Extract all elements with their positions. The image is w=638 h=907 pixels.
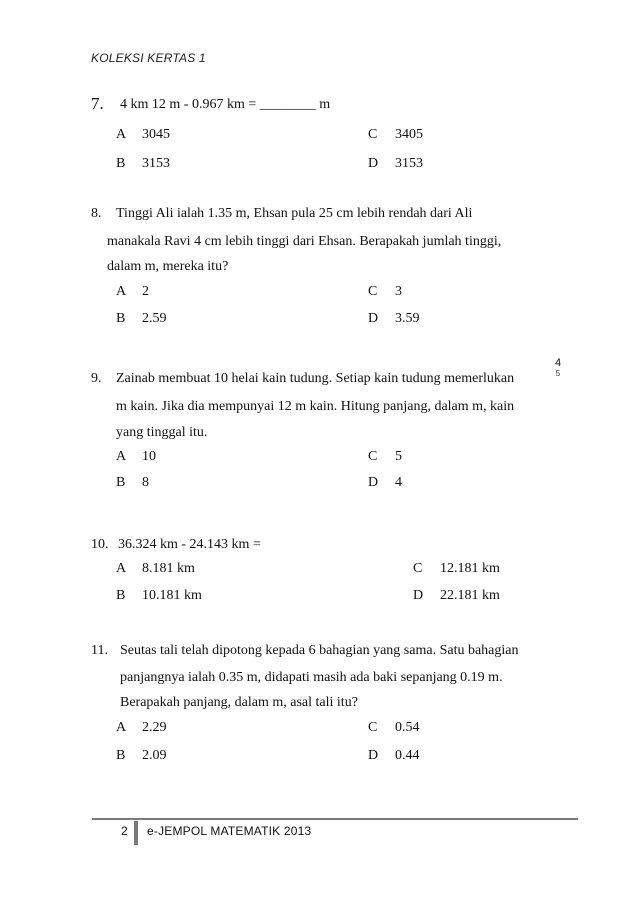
option-a: 2: [142, 284, 149, 299]
question-text-line: yang tinggal itu.: [116, 425, 208, 440]
option-a: 10: [142, 449, 156, 464]
option-b: 8: [142, 475, 149, 490]
option-letter-c: C: [368, 449, 378, 464]
option-letter-b: B: [116, 311, 126, 326]
question-text-line: Zainab membuat 10 helai kain tudung. Setiap kain tudung memerlukan: [116, 371, 515, 386]
fraction-numerator: 4: [554, 357, 562, 369]
option-d: 4: [395, 475, 402, 490]
option-d: 0.44: [395, 748, 420, 763]
option-letter-b: B: [116, 748, 126, 763]
option-letter-a: A: [116, 561, 127, 576]
page-number: 2: [121, 824, 128, 838]
option-letter-d: D: [368, 311, 379, 326]
option-a: 8.181 km: [142, 561, 195, 576]
question-number: 11.: [91, 643, 108, 658]
option-letter-b: B: [116, 475, 126, 490]
option-c: 0.54: [395, 720, 420, 735]
question-number: 10.: [91, 537, 109, 552]
option-letter-a: A: [116, 720, 127, 735]
fraction: [552, 358, 564, 378]
question-text-line: m kain. Jika dia mempunyai 12 m kain. Hitung panjang, dalam m, kain: [116, 399, 515, 414]
option-letter-c: C: [368, 720, 378, 735]
question-text: 36.324 km - 24.143 km =: [118, 537, 261, 552]
option-letter-b: B: [116, 156, 126, 171]
question-text-line: panjangnya ialah 0.35 m, didapati masih ada baki sepanjang 0.19 m.: [120, 670, 503, 685]
option-letter-a: A: [116, 284, 127, 299]
option-letter-c: C: [368, 127, 378, 142]
option-a: 2.29: [142, 720, 167, 735]
question-number: 9.: [91, 371, 102, 386]
option-d: 3.59: [395, 311, 420, 326]
option-b: 3153: [142, 156, 170, 171]
option-letter-c: C: [368, 284, 378, 299]
option-b: 2.59: [142, 311, 167, 326]
option-c: 12.181 km: [440, 561, 500, 576]
option-letter-d: D: [368, 156, 379, 171]
option-a: 3045: [142, 127, 170, 142]
question-text-line: manakala Ravi 4 cm lebih tinggi dari Ehsan. Berapakah jumlah tinggi,: [107, 234, 502, 249]
footer-title: e-JEMPOL MATEMATIK 2013: [147, 824, 312, 838]
option-c: 5: [395, 449, 402, 464]
option-c: 3: [395, 284, 402, 299]
option-d: 3153: [395, 156, 423, 171]
option-letter-d: D: [368, 475, 379, 490]
question-number: 8.: [91, 206, 102, 221]
question-text-line: Tinggi Ali ialah 1.35 m, Ehsan pula 25 cm lebih rendah dari Ali: [116, 206, 473, 221]
document-header: KOLEKSI KERTAS 1: [91, 51, 206, 65]
option-d: 22.181 km: [440, 588, 500, 603]
option-letter-a: A: [116, 127, 127, 142]
footer-divider: [92, 818, 578, 820]
footer-vertical-bar: [134, 821, 138, 845]
question-text: 4 km 12 m - 0.967 km = ________ m: [120, 97, 331, 112]
option-letter-c: C: [413, 561, 423, 576]
option-letter-a: A: [116, 449, 127, 464]
option-letter-d: D: [413, 588, 424, 603]
option-b: 10.181 km: [142, 588, 202, 603]
option-b: 2.09: [142, 748, 167, 763]
question-text-line: dalam m, mereka itu?: [107, 259, 229, 274]
option-letter-b: B: [116, 588, 126, 603]
question-text-line: Berapakah panjang, dalam m, asal tali itu?: [120, 695, 358, 710]
fraction-denominator: 5: [555, 369, 561, 378]
option-letter-d: D: [368, 748, 379, 763]
question-text-line: Seutas tali telah dipotong kepada 6 bahagian yang sama. Satu bahagian: [120, 643, 519, 658]
question-number: 7.: [91, 94, 104, 113]
option-c: 3405: [395, 127, 423, 142]
